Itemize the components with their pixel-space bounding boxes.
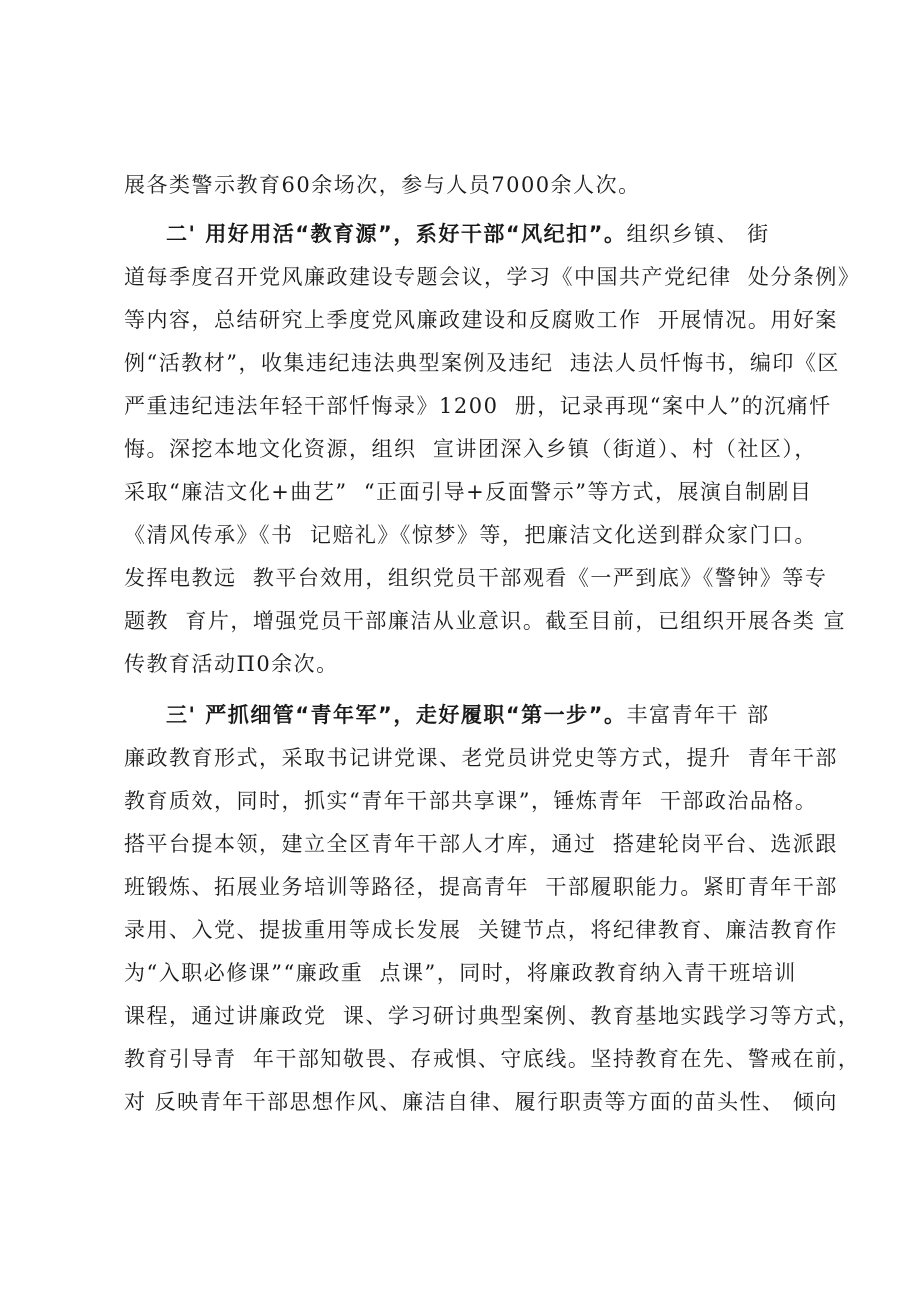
section3-line: 班锻炼、拓展业务培训等路径，提高青年 干部履职能力。紧盯青年干部 (124, 875, 838, 899)
section2-heading-line (166, 214, 826, 254)
section2-line: 传教育活动Π0余次。 (124, 652, 339, 676)
section2-line: 严重违纪违法年轻干部忏悔录》1200 册，记录再现“案中人”的沉痛忏 (124, 394, 832, 418)
section2-line: 题教 育片，增强党员干部廉洁从业意识。截至目前，已组织开展各类 宣 (124, 609, 847, 633)
section3-line: 录用、入党、提拔重用等成长发展 关键节点，将纪律教育、廉洁教育作 (124, 918, 838, 942)
section3-line: 搭平台提本领，建立全区青年干部人才库，通过 搭建轮岗平台、选派跟 (124, 832, 838, 856)
section3-line: 为“入职必修课”“廉政重 点课”，同时，将廉政教育纳入青干班培训 (124, 961, 797, 985)
section2-line: 道每季度召开党风廉政建设专题会议，学习《中国共产党纪律 处分条例》 (124, 265, 861, 289)
intro-line: 展各类警示教育60余场次，参与人员7000余人次。 (124, 173, 641, 197)
section2-line: 等内容，总结研究上季度党风廉政建设和反腐败工作 开展情况。用好案 (124, 308, 838, 332)
section3-first-line-rest: 丰富青年干 部 (626, 703, 770, 727)
section3-line: 教育质效，同时，抓实“青年干部共享课”，锤炼青年 干部政治品格。 (124, 789, 818, 813)
section3-line: 课程，通过讲廉政党 课、学习研讨典型案例、教育基地实践学习等方式， (124, 1004, 861, 1028)
section2-line: 采取“廉洁文化+曲艺” “正面引导+反面警示”等方式，展演自制剧目 (124, 480, 813, 504)
section3-line: 对 反映青年干部思想作风、廉洁自律、履行职责等方面的苗头性、 倾向 (124, 1090, 838, 1114)
section2-line: 《清风传承》《书 记赔礼》《惊梦》等，把廉洁文化送到群众家门口。 (124, 523, 817, 547)
section2-line: 例“活教材”，收集违纪违法典型案例及违纪 违法人员忏悔书，编印《区 (124, 351, 840, 375)
section2-heading: 二' 用好用活“教育源”，系好干部“风纪扣”。 (166, 222, 627, 246)
section2-line: 发挥电教远 教平台效用，组织党员干部观看《一严到底》《警钟》等专 (124, 566, 828, 590)
section2-first-line-rest: 组织乡镇、 街 (626, 222, 770, 246)
section3-heading: 三' 严抓细管“青年军”，走好履职“第一步”。 (166, 703, 627, 727)
section3-heading-line (166, 695, 826, 735)
section3-line: 廉政教育形式，采取书记讲党课、老党员讲党史等方式，提升 青年干部 (124, 746, 838, 770)
section2-line: 悔。深挖本地文化资源，组织 宣讲团深入乡镇（街道）、村（社区）， (124, 437, 817, 461)
section3-line: 教育引导青 年干部知敬畏、存戒惧、守底线。坚持教育在先、警戒在前， (124, 1047, 861, 1071)
